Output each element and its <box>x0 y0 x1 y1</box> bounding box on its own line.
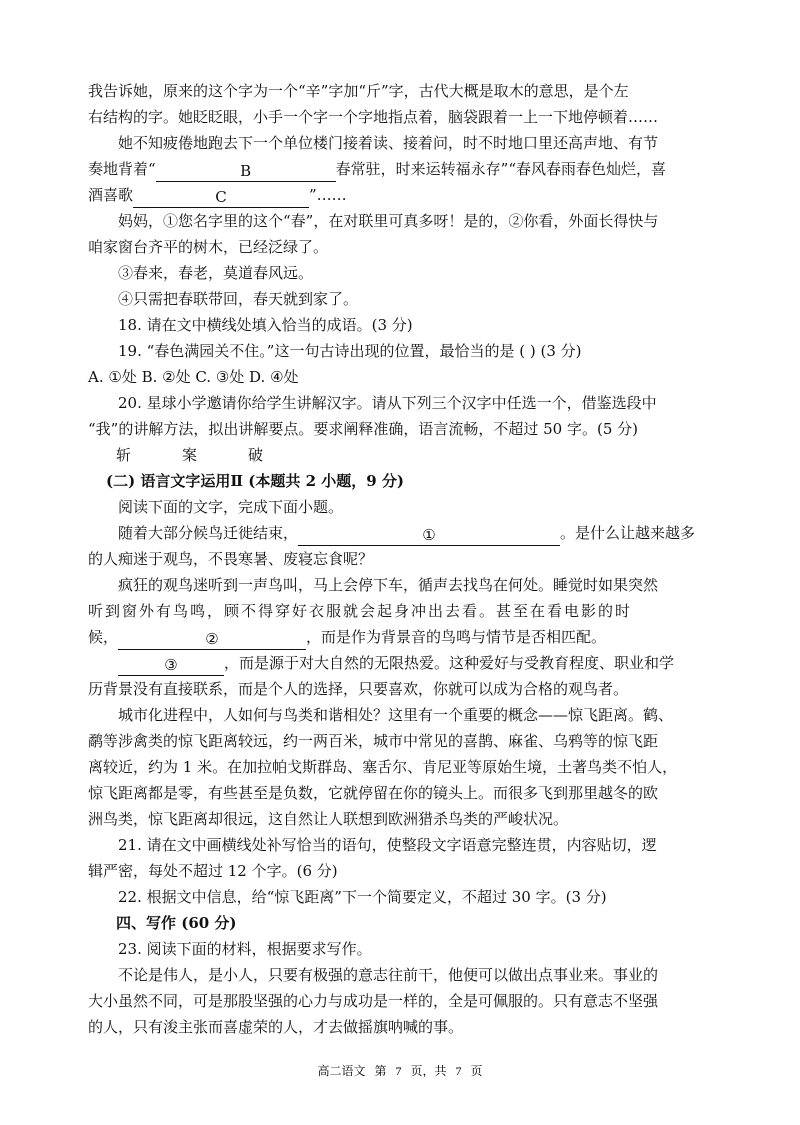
question-20: 20. 星球小学邀请你给学生讲解汉字。请从下列三个汉字中任选一个，借鉴选段中 <box>118 394 657 412</box>
blank-1[interactable]: ① <box>298 525 560 546</box>
material-line: 不论是伟人，是小人，只要有极强的意志往前干，他便可以做出点事业来。事业的 <box>118 966 659 984</box>
passage-line: 离较近，约为 1 米。在加拉帕戈斯群岛、塞舌尔、肯尼亚等原始生境，土著鸟类不怕人， <box>88 758 678 776</box>
passage-line: 右结构的字。她眨眨眼，小手一个字一个字地指点着，脑袋跟着一上一下地停顿着…… <box>88 108 659 126</box>
section-4-heading: 四、写作 (60 分) <box>116 914 237 932</box>
blank-3[interactable]: ③ <box>118 655 224 676</box>
material-line: 大小虽然不同，可是那股坚强的心力与成功是一样的，全是可佩服的。只有意志不坚强 <box>88 992 659 1010</box>
passage-line: 的人痴迷于观鸟，不畏寒暑、废寝忘食呢？ <box>88 550 374 568</box>
section-2-heading: (二) 语言文字运用Ⅱ (本题共 2 小题，9 分) <box>106 472 405 490</box>
passage-line: 酒喜歌 C ”…… <box>88 186 347 206</box>
section-2-intro: 阅读下面的文字，完成下面小题。 <box>118 498 344 516</box>
passage-line: 城市化进程中，人如何与鸟类和谐相处？这里有一个重要的概念——惊飞距离。鹤、 <box>118 706 674 724</box>
passage-line: 奏地背着“ B 春常驻，时来运转福永存”“春风春雨春色灿烂，喜 <box>88 160 667 180</box>
passage-line: ③春来，春老，莫道春风远。 <box>118 264 314 282</box>
passage-line: 疯狂的观鸟迷听到一声鸟叫，马上会停下车，循声去找鸟在何处。睡觉时如果突然 <box>118 576 659 594</box>
passage-line: 咱家窗台齐平的树木，已经泛绿了。 <box>88 238 329 256</box>
page-footer: 高二语文 第 7 页，共 7 页 <box>317 1064 483 1078</box>
passage-line: 她不知疲倦地跑去下一个单位楼门接着读、接着问，时不时地口里还高声地、有节 <box>118 134 659 152</box>
passage-line: 我告诉她，原来的这个字为一个“辛”字加“斤”字，古代大概是取木的意思，是个左 <box>88 82 629 100</box>
char-choice: 破 <box>248 446 264 464</box>
passage-line: 历背景没有直接联系，而是个人的选择，只要喜欢，你就可以成为合格的观鸟者。 <box>88 680 629 698</box>
question-20-cont: “我”的讲解方法，拟出讲解要点。要求阐释准确，语言流畅，不超过 50 字。(5 分) <box>88 420 638 438</box>
passage-line: 洲鸟类，惊飞距离却很远，这自然让人联想到欧洲猎杀鸟类的严峻状况。 <box>88 810 569 828</box>
question-23: 23. 阅读下面的材料，根据要求写作。 <box>118 940 372 958</box>
passage-line: 随着大部分候鸟迁徙结束， ① 。是什么让越来越多 <box>118 524 696 544</box>
passage-line: 妈妈，①您名字里的这个“春”，在对联里可真多呀！是的，②你看，外面长得快与 <box>118 212 659 230</box>
passage-line: 听到窗外有鸟鸣，顾不得穿好衣服就会起身冲出去看。甚至在看电影的时 <box>88 602 633 620</box>
question-21: 21. 请在文中画横线处补写恰当的语句，使整段文字语意完整连贯，内容贴切，逻 <box>118 836 657 854</box>
char-choice: 斩 <box>116 446 132 464</box>
passage-line: 候， ② ，而是作为背景音的鸟鸣与情节是否相匹配。 <box>88 628 607 648</box>
material-line: 的人，只有浚主张而喜虚荣的人，才去做摇旗呐喊的事。 <box>88 1018 464 1036</box>
passage-line: 惊飞距离都是零，有些甚至是负数，它就停留在你的镜头上。而很多飞到那里越冬的欧 <box>88 784 659 802</box>
passage-line: ③ ，而是源于对大自然的无限热爱。这种爱好与受教育程度、职业和学 <box>88 650 758 676</box>
question-19-options: A. ①处 B. ②处 C. ③处 D. ④处 <box>88 368 299 386</box>
passage-line: ④只需把春联带回，春天就到家了。 <box>118 290 359 308</box>
question-19: 19. “春色满园关不住。”这一句古诗出现的位置，最恰当的是 ( ) (3 分) <box>118 342 582 360</box>
character-choices <box>88 442 756 468</box>
blank-b[interactable]: B <box>156 161 336 182</box>
blank-2[interactable]: ② <box>118 629 306 650</box>
passage-line: 鹬等涉禽类的惊飞距离较远，约一两百米，城市中常见的喜鹊、麻雀、乌鸦等的惊飞距 <box>88 732 659 750</box>
question-22: 22. 根据文中信息，给“惊飞距离”下一个简要定义，不超过 30 字。(3 分) <box>118 888 607 906</box>
question-18: 18. 请在文中横线处填入恰当的成语。(3 分) <box>118 316 413 334</box>
blank-c[interactable]: C <box>133 187 309 208</box>
question-21-cont: 辑严密，每处不超过 12 个字。(6 分) <box>88 862 338 880</box>
char-choice: 案 <box>182 446 198 464</box>
